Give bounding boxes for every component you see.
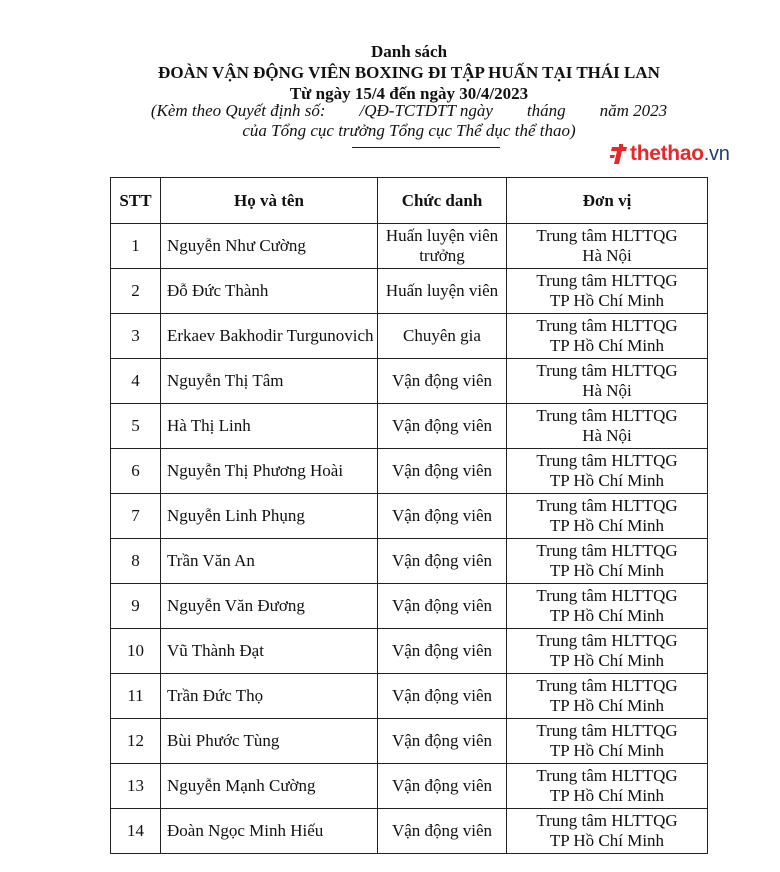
cell-role: Vận động viên xyxy=(378,674,507,719)
athlete-name: Đoàn Ngọc Minh Hiếu xyxy=(167,821,324,840)
roster-body xyxy=(111,224,708,854)
cell-role: Vận động viên xyxy=(378,449,507,494)
cell-stt: 8 xyxy=(111,539,161,584)
cell-name xyxy=(161,494,378,539)
cell-unit xyxy=(507,629,708,674)
document-title: Danh sách xyxy=(370,42,448,61)
unit-city: Hà Nội xyxy=(582,246,632,265)
unit-city: TP Hồ Chí Minh xyxy=(549,471,665,490)
cell-stt: 3 xyxy=(111,314,161,359)
athlete-name: Nguyễn Như Cường xyxy=(167,236,306,255)
cell-unit xyxy=(507,314,708,359)
header-unit: Đơn vị xyxy=(507,178,708,224)
cell-name xyxy=(161,224,378,269)
thethao-logo-icon xyxy=(610,143,628,165)
header-stt: STT xyxy=(111,178,161,224)
cell-name xyxy=(161,314,378,359)
cell-unit xyxy=(507,449,708,494)
table-row xyxy=(111,359,708,404)
cell-name xyxy=(161,809,378,854)
unit-center: Trung tâm HLTTQG xyxy=(536,496,678,515)
cell-name xyxy=(161,269,378,314)
cell-name xyxy=(161,404,378,449)
header-name: Họ và tên xyxy=(161,178,378,224)
unit-city: TP Hồ Chí Minh xyxy=(549,336,665,355)
athlete-name: Đỗ Đức Thành xyxy=(167,281,269,300)
table-row xyxy=(111,269,708,314)
unit-center: Trung tâm HLTTQG xyxy=(536,586,678,605)
table-row xyxy=(111,224,708,269)
unit-center: Trung tâm HLTTQG xyxy=(536,631,678,650)
unit-center: Trung tâm HLTTQG xyxy=(536,361,678,380)
cell-stt: 12 xyxy=(111,719,161,764)
table-row xyxy=(111,404,708,449)
unit-city: Hà Nội xyxy=(582,426,632,445)
cell-stt: 11 xyxy=(111,674,161,719)
cell-name xyxy=(161,629,378,674)
cell-name xyxy=(161,764,378,809)
unit-city: TP Hồ Chí Minh xyxy=(549,696,665,715)
unit-city: TP Hồ Chí Minh xyxy=(549,291,665,310)
logo-tld-text: .vn xyxy=(703,142,730,165)
cell-name xyxy=(161,584,378,629)
cell-unit xyxy=(507,674,708,719)
unit-center: Trung tâm HLTTQG xyxy=(536,271,678,290)
thethao-logo xyxy=(610,142,730,166)
unit-city: TP Hồ Chí Minh xyxy=(549,516,665,535)
table-row xyxy=(111,809,708,854)
cell-name xyxy=(161,539,378,584)
athlete-name: Erkaev Bakhodir Turgunovich xyxy=(167,326,374,345)
cell-role: Huấn luyện viên trưởng xyxy=(378,224,507,269)
cell-role: Vận động viên xyxy=(378,584,507,629)
cell-stt: 9 xyxy=(111,584,161,629)
unit-city: TP Hồ Chí Minh xyxy=(549,606,665,625)
decision-reference: (Kèm theo Quyết định số: /QĐ-TCTDTT ngày tháng năm 2023 xyxy=(150,101,668,120)
table-row xyxy=(111,584,708,629)
cell-stt: 7 xyxy=(111,494,161,539)
athlete-name: Vũ Thành Đạt xyxy=(167,641,264,660)
table-row xyxy=(111,449,708,494)
cell-unit xyxy=(507,809,708,854)
cell-role: Vận động viên xyxy=(378,629,507,674)
unit-city: Hà Nội xyxy=(582,381,632,400)
cell-stt: 5 xyxy=(111,404,161,449)
table-row xyxy=(111,539,708,584)
cell-stt: 14 xyxy=(111,809,161,854)
table-header-row xyxy=(111,178,708,224)
unit-center: Trung tâm HLTTQG xyxy=(536,406,678,425)
cell-stt: 1 xyxy=(111,224,161,269)
unit-center: Trung tâm HLTTQG xyxy=(536,721,678,740)
athlete-name: Nguyễn Mạnh Cường xyxy=(167,776,316,795)
table-row xyxy=(111,674,708,719)
cell-role: Vận động viên xyxy=(378,719,507,764)
cell-unit xyxy=(507,494,708,539)
unit-center: Trung tâm HLTTQG xyxy=(536,316,678,335)
unit-city: TP Hồ Chí Minh xyxy=(549,561,665,580)
roster-table xyxy=(110,177,708,854)
unit-city: TP Hồ Chí Minh xyxy=(549,786,665,805)
cell-unit xyxy=(507,539,708,584)
unit-city: TP Hồ Chí Minh xyxy=(549,741,665,760)
unit-city: TP Hồ Chí Minh xyxy=(549,651,665,670)
cell-role: Vận động viên xyxy=(378,764,507,809)
logo-brand-text: thethao xyxy=(630,142,704,165)
cell-unit xyxy=(507,224,708,269)
cell-stt: 6 xyxy=(111,449,161,494)
cell-role: Huấn luyện viên xyxy=(378,269,507,314)
table-row xyxy=(111,494,708,539)
cell-unit xyxy=(507,584,708,629)
athlete-name: Nguyễn Thị Tâm xyxy=(167,371,284,390)
cell-name xyxy=(161,449,378,494)
cell-stt: 10 xyxy=(111,629,161,674)
unit-center: Trung tâm HLTTQG xyxy=(536,541,678,560)
cell-unit xyxy=(507,359,708,404)
athlete-name: Nguyễn Thị Phương Hoài xyxy=(167,461,344,480)
issuer-line: của Tổng cục trưởng Tổng cục Thể dục thể thao) xyxy=(242,121,576,140)
header-role: Chức danh xyxy=(378,178,507,224)
table-row xyxy=(111,764,708,809)
cell-unit xyxy=(507,719,708,764)
cell-stt: 13 xyxy=(111,764,161,809)
unit-center: Trung tâm HLTTQG xyxy=(536,226,678,245)
unit-center: Trung tâm HLTTQG xyxy=(536,811,678,830)
unit-center: Trung tâm HLTTQG xyxy=(536,766,678,785)
athlete-name: Nguyễn Văn Đương xyxy=(167,596,305,615)
unit-city: TP Hồ Chí Minh xyxy=(549,831,665,850)
unit-center: Trung tâm HLTTQG xyxy=(536,451,678,470)
table-row xyxy=(111,719,708,764)
cell-name xyxy=(161,674,378,719)
athlete-name: Trần Đức Thọ xyxy=(167,686,264,705)
unit-center: Trung tâm HLTTQG xyxy=(536,676,678,695)
cell-unit xyxy=(507,764,708,809)
athlete-name: Hà Thị Linh xyxy=(167,416,251,435)
cell-stt: 4 xyxy=(111,359,161,404)
athlete-name: Bùi Phước Tùng xyxy=(167,731,280,750)
cell-name xyxy=(161,719,378,764)
table-row xyxy=(111,314,708,359)
table-row xyxy=(111,629,708,674)
document-subtitle: ĐOÀN VẬN ĐỘNG VIÊN BOXING ĐI TẬP HUẤN TẠI THÁI LAN xyxy=(158,63,660,82)
date-range: Từ ngày 15/4 đến ngày 30/4/2023 xyxy=(289,84,529,103)
cell-role: Chuyên gia xyxy=(378,314,507,359)
cell-role: Vận động viên xyxy=(378,494,507,539)
athlete-name: Trần Văn An xyxy=(167,551,255,570)
cell-unit xyxy=(507,269,708,314)
athlete-name: Nguyễn Linh Phụng xyxy=(167,506,305,525)
cell-name xyxy=(161,359,378,404)
cell-role: Vận động viên xyxy=(378,404,507,449)
cell-stt: 2 xyxy=(111,269,161,314)
cell-role: Vận động viên xyxy=(378,359,507,404)
header-divider xyxy=(352,147,500,148)
cell-role: Vận động viên xyxy=(378,809,507,854)
cell-unit xyxy=(507,404,708,449)
cell-role: Vận động viên xyxy=(378,539,507,584)
